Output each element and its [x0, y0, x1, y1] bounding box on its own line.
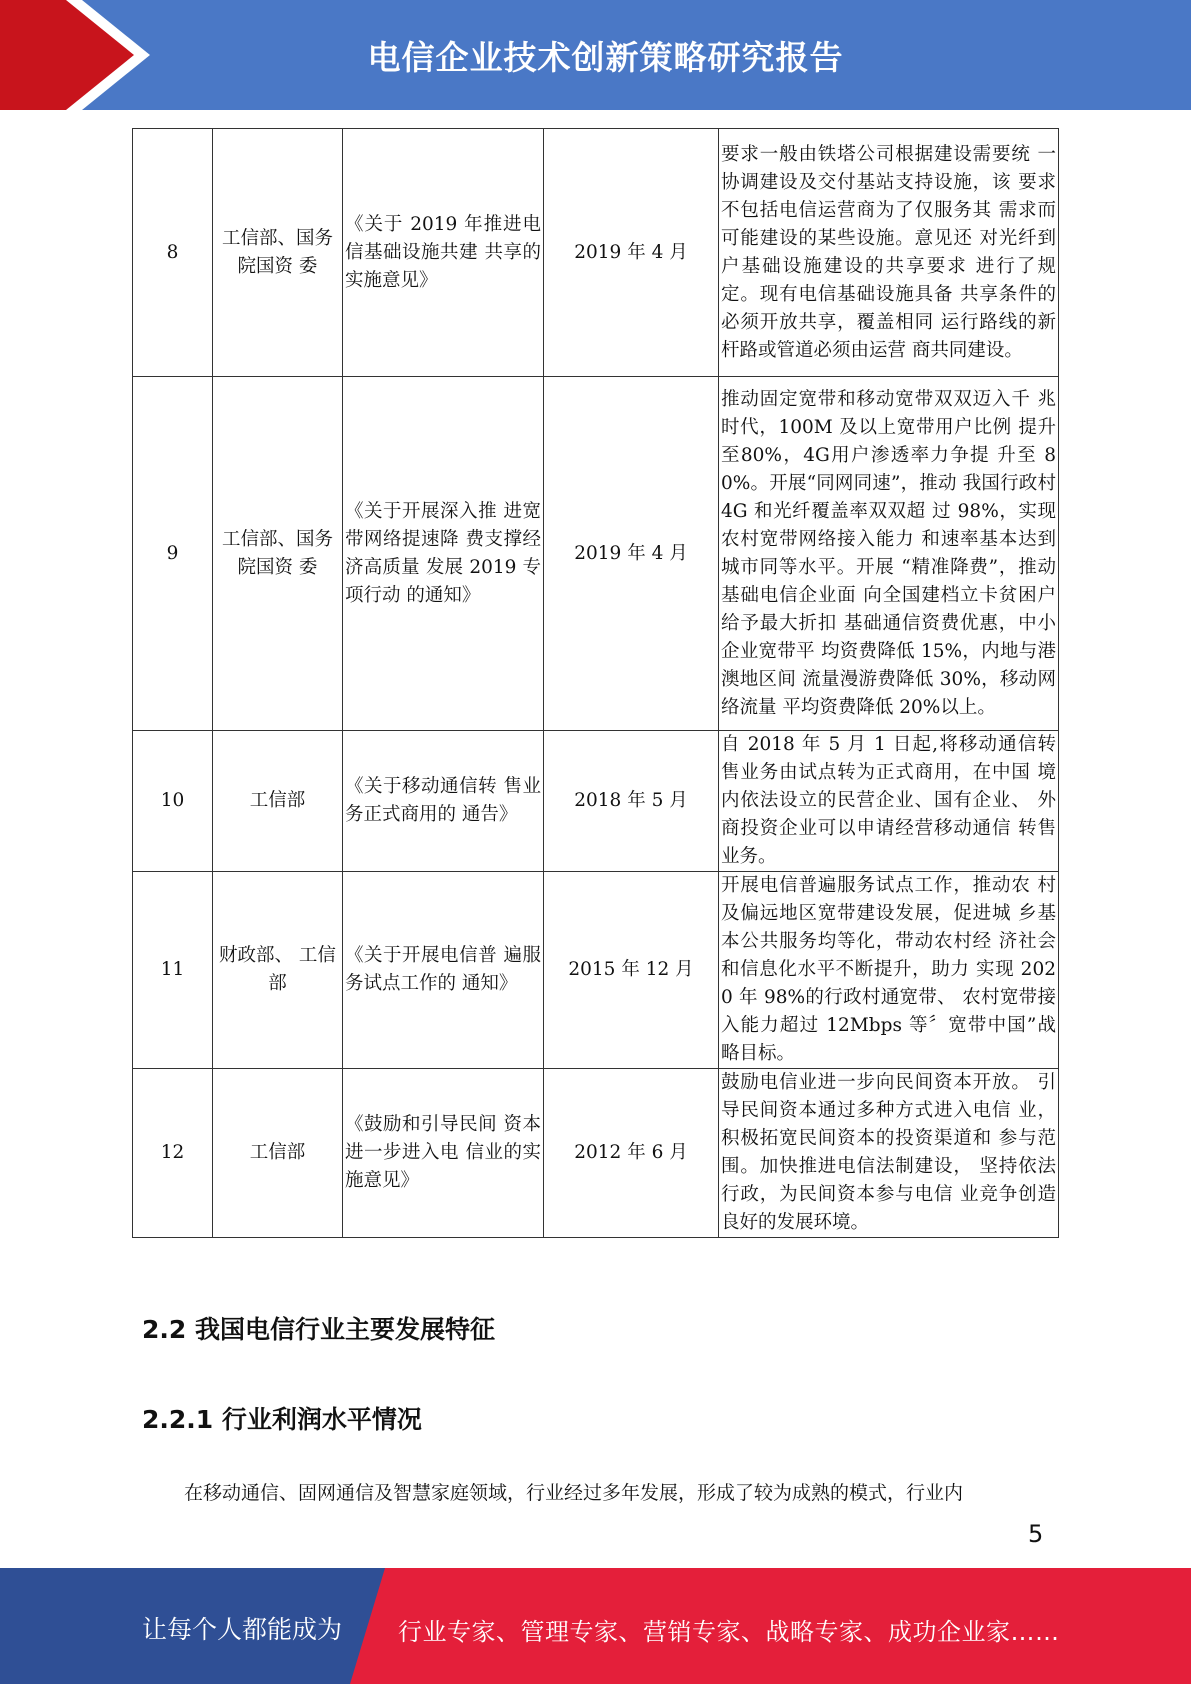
department-cell: 工信部、国务院国资 委: [213, 377, 343, 731]
policy-table: [132, 128, 1059, 1238]
page-header: [0, 0, 1191, 110]
date-cell: 2012 年 6 月: [544, 1069, 719, 1238]
report-title: 电信企业技术创新策略研究报告: [367, 37, 844, 77]
date-cell: 2018 年 5 月: [544, 731, 719, 872]
description-cell: 自 2018 年 5 月 1 日起,将移动通信转 售业务由试点转为正式商用，在中国 境内依法设立的民营企业、国有企业、 外商投资企业可以申请经营移动通信 转售业务。: [719, 731, 1059, 872]
table-row: [133, 129, 1059, 377]
department-cell: 工信部、国务院国资 委: [213, 129, 343, 377]
description-cell: 推动固定宽带和移动宽带双双迈入千 兆时代，100M 及以上宽带用户比例 提升至80%，4G用户渗透率力争提 升至 80%。开展“同网同速”，推动 我国行政村 4G 和光纤覆盖率双双超 过 98%，实现农村宽带网络接入能力 和速率基本达到城市同等水平。开展 “精准降费”，推动基础电信企业面 向全国建档立卡贫困户给予最大折扣 基础通信资费优惠，中小企业宽带平 均资费降低 15%，内地与港澳地区间 流量漫游费降低 30%，移动网络流量 平均资费降低 20%以上。: [719, 377, 1059, 731]
department-cell: 财政部、 工信部: [213, 872, 343, 1069]
section-heading: 2.2 我国电信行业主要发展特征: [142, 1315, 495, 1344]
policy-title-cell: 《关于开展深入推 进宽带网络提速降 费支撑经济高质量 发展 2019 专项行动 的通知》: [343, 377, 544, 731]
table-row: [133, 872, 1059, 1069]
policy-title-cell: 《关于 2019 年推进电信基础设施共建 共享的实施意见》: [343, 129, 544, 377]
row-number: 11: [133, 872, 213, 1069]
description-cell: 要求一般由铁塔公司根据建设需要统 一协调建设及交付基站支持设施，该 要求不包括电信运营商为了仅服务其 需求而可能建设的某些设施。意见还 对光纤到户基础设施建设的共享要求 进行了规定。现有电信基础设施具备 共享条件的必须开放共享，覆盖相同 运行路线的新杆路或管道必须由运营 商共同建设。: [719, 129, 1059, 377]
footer-slogan-left: 让每个人都能成为: [142, 1615, 343, 1644]
page-footer: [0, 1568, 1191, 1684]
table-row: [133, 1069, 1059, 1238]
date-cell: 2019 年 4 月: [544, 377, 719, 731]
date-cell: 2019 年 4 月: [544, 129, 719, 377]
description-cell: 鼓励电信业进一步向民间资本开放。 引导民间资本通过多种方式进入电信 业，积极拓宽民间资本的投资渠道和 参与范围。加快推进电信法制建设， 坚持依法行政，为民间资本参与电信 业竞争创造良好的发展环境。: [719, 1069, 1059, 1238]
description-cell: 开展电信普遍服务试点工作，推动农 村及偏远地区宽带建设发展，促进城 乡基本公共服务均等化，带动农村经 济社会和信息化水平不断提升，助力 实现 2020 年 98%的行政村通宽带、 农村宽带接入能力超过 12Mbps 等〞宽带中国”战略目标。: [719, 872, 1059, 1069]
row-number: 10: [133, 731, 213, 872]
table-row: [133, 377, 1059, 731]
department-cell: 工信部: [213, 1069, 343, 1238]
table-row: [133, 731, 1059, 872]
policy-title-cell: 《关于移动通信转 售业务正式商用的 通告》: [343, 731, 544, 872]
body-paragraph: 在移动通信、固网通信及智慧家庭领域，行业经过多年发展，形成了较为成熟的模式，行业内: [184, 1482, 964, 1504]
policy-title-cell: 《关于开展电信普 遍服务试点工作的 通知》: [343, 872, 544, 1069]
footer-slogan-right: 行业专家、管理专家、营销专家、战略专家、成功企业家……: [398, 1618, 1060, 1646]
row-number: 9: [133, 377, 213, 731]
date-cell: 2015 年 12 月: [544, 872, 719, 1069]
subsection-heading: 2.2.1 行业利润水平情况: [142, 1405, 422, 1434]
row-number: 12: [133, 1069, 213, 1238]
row-number: 8: [133, 129, 213, 377]
page-number: 5: [1028, 1520, 1044, 1548]
policy-title-cell: 《鼓励和引导民间 资本进一步进入电 信业的实施意见》: [343, 1069, 544, 1238]
department-cell: 工信部: [213, 731, 343, 872]
